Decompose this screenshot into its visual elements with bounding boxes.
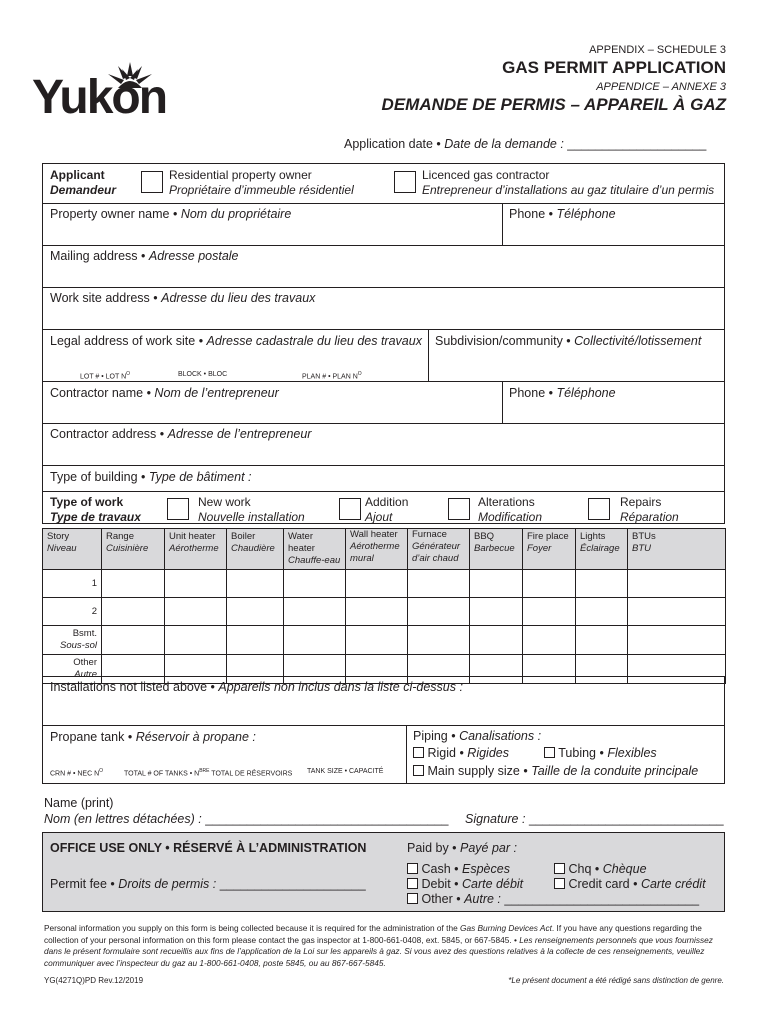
contractor-address-field[interactable]: Contractor address • Adresse de l’entrepreneur	[50, 427, 312, 441]
col-boiler: Boiler Chaudière	[227, 529, 284, 570]
repairs-checkbox[interactable]	[588, 498, 610, 520]
rigid-option[interactable]: Rigid • Rigides	[413, 746, 509, 760]
block-label: BLOCK • BLOC	[178, 371, 228, 378]
other-checkbox[interactable]	[407, 893, 418, 904]
plan-label: PLAN # • PLAN $N^O$	[302, 371, 362, 381]
col-fireplace: Fire place Foyer	[523, 529, 576, 570]
signature-field[interactable]: Signature : ____________________________	[465, 812, 724, 826]
office-use-title: OFFICE USE ONLY • RÉSERVÉ À L’ADMINISTRATION	[50, 841, 367, 855]
new-work-checkbox[interactable]	[167, 498, 189, 520]
table-row: Other Autre	[43, 655, 726, 684]
lot-label: LOT # • LOT $N^O$	[80, 371, 131, 381]
col-unit-heater: Unit heater Aérotherme	[165, 529, 227, 570]
residential-owner-label: Residential property owner Propriétaire d’immeuble résidentiel	[169, 168, 354, 197]
cash-checkbox[interactable]	[407, 863, 418, 874]
total-tanks-label: TOTAL # OF TANKS • $N^{BRE}$ TOTAL DE RÉSERVOIRS	[124, 768, 293, 778]
other-option[interactable]: Other • Autre : ____________________________	[407, 892, 699, 906]
addition-checkbox[interactable]	[339, 498, 361, 520]
credit-card-checkbox[interactable]	[554, 878, 565, 889]
contractor-name-field[interactable]: Contractor name • Nom de l’entrepreneur	[50, 386, 279, 400]
licenced-contractor-checkbox[interactable]	[394, 171, 416, 193]
propane-tank-field[interactable]: Propane tank • Réservoir à propane :	[50, 730, 256, 744]
debit-checkbox[interactable]	[407, 878, 418, 889]
form-id: YG(4271Q)PD Rev.12/2019	[44, 976, 144, 985]
col-btus: BTUs BTU	[628, 529, 726, 570]
appendix-fr: APPENDICE – ANNEXE 3	[596, 81, 726, 93]
cash-option[interactable]: Cash • Espèces	[407, 862, 510, 876]
property-owner-field[interactable]: Property owner name • Nom du propriétaire	[50, 207, 292, 221]
col-story: Story Niveau	[43, 529, 102, 570]
application-date-field[interactable]: ____________________	[567, 137, 707, 151]
legal-address-field[interactable]: Legal address of work site • Adresse cadastrale du lieu des travaux	[50, 334, 422, 348]
col-bbq: BBQ Barbecue	[470, 529, 523, 570]
alterations-checkbox[interactable]	[448, 498, 470, 520]
col-furnace: Furnace Générateur d’air chaud	[408, 529, 470, 570]
debit-option[interactable]: Debit • Carte débit	[407, 877, 523, 891]
name-print-field[interactable]: Nom (en lettres détachées) : ___________________________________	[44, 812, 449, 826]
work-type-label: Type of work Type de travaux	[50, 495, 141, 524]
installations-field[interactable]: Installations not listed above • Appareils non inclus dans la liste ci-dessus :	[50, 680, 463, 694]
addition-label: Addition Ajout	[365, 495, 409, 524]
piping-label: Piping • Canalisations :	[413, 729, 542, 743]
table-row: 2	[43, 598, 726, 626]
appliance-table	[42, 528, 725, 684]
title-en: GAS PERMIT APPLICATION	[502, 58, 726, 77]
main-supply-checkbox[interactable]	[413, 765, 424, 776]
appendix-en: APPENDIX – SCHEDULE 3	[589, 44, 726, 56]
col-wall-heater: Wall heater Aérotherme mural	[346, 529, 408, 570]
tubing-option[interactable]: Tubing • Flexibles	[544, 746, 657, 760]
col-range: Range Cuisinière	[102, 529, 165, 570]
building-type-field[interactable]: Type of building • Type de bâtiment :	[50, 470, 252, 484]
application-date: Application date • Date de la demande : ____________________	[344, 137, 707, 151]
tank-size-label: TANK SIZE • CAPACITÉ	[307, 768, 384, 775]
rigid-checkbox[interactable]	[413, 747, 424, 758]
crn-label: CRN # • NEC $N^O$	[50, 768, 104, 778]
work-site-address-field[interactable]: Work site address • Adresse du lieu des travaux	[50, 291, 316, 305]
owner-phone-field[interactable]: Phone • Téléphone	[509, 207, 616, 221]
credit-card-option[interactable]: Credit card • Carte crédit	[554, 877, 706, 891]
licenced-contractor-label: Licenced gas contractor Entrepreneur d’installations au gaz titulaire d’un permis	[422, 168, 715, 197]
applicant-label: Applicant Demandeur	[50, 168, 117, 197]
mailing-address-field[interactable]: Mailing address • Adresse postale	[50, 249, 239, 263]
new-work-label: New work Nouvelle installation	[198, 495, 305, 524]
cheque-checkbox[interactable]	[554, 863, 565, 874]
col-water-heater: Water heater Chauffe-eau	[284, 529, 346, 570]
table-row: 1	[43, 570, 726, 598]
cheque-option[interactable]: Chq • Chèque	[554, 862, 647, 876]
tubing-checkbox[interactable]	[544, 747, 555, 758]
residential-owner-checkbox[interactable]	[141, 171, 163, 193]
yukon-logo	[32, 60, 172, 122]
paid-by-label: Paid by • Payé par :	[407, 841, 517, 855]
title-fr: DEMANDE DE PERMIS – APPAREIL À GAZ	[381, 95, 726, 114]
permit-fee-field[interactable]: Permit fee • Droits de permis : _____________________	[50, 877, 366, 891]
main-supply-option[interactable]: Main supply size • Taille de la conduite principale	[413, 764, 698, 778]
table-row: Bsmt. Sous-sol	[43, 626, 726, 655]
repairs-label: Repairs Réparation	[620, 495, 679, 524]
subdivision-field[interactable]: Subdivision/community • Collectivité/lotissement	[435, 334, 702, 348]
privacy-notice: Personal information you supply on this form is being collected because it is required for the administration of the Gas Burning Devices Act. If you have any questions regarding the collection of your personal information on this form please contact the gas inspector at 1-800-661-0408, ext. 5845, or 667-5845. • Les renseignements personnels que vous fournissez dans le présent formulaire sont recueillis aux fins de l’application de la Loi sur les appareils à gaz. Si vous avez des questions relatives à la collecte de ces renseignements, veuillez communiquer avec l’inspecteur du gaz au 1-800-661-0408, poste 5845, ou au 867-667-5845.	[44, 923, 713, 968]
alterations-label: Alterations Modification	[478, 495, 543, 524]
gender-note: *Le présent document a été rédigé sans distinction de genre.	[508, 976, 724, 985]
name-print-label: Name (print)	[44, 796, 114, 810]
contractor-phone-field[interactable]: Phone • Téléphone	[509, 386, 616, 400]
col-lights: Lights Éclairage	[576, 529, 628, 570]
yukon-logo-text: Yukon	[32, 71, 167, 124]
